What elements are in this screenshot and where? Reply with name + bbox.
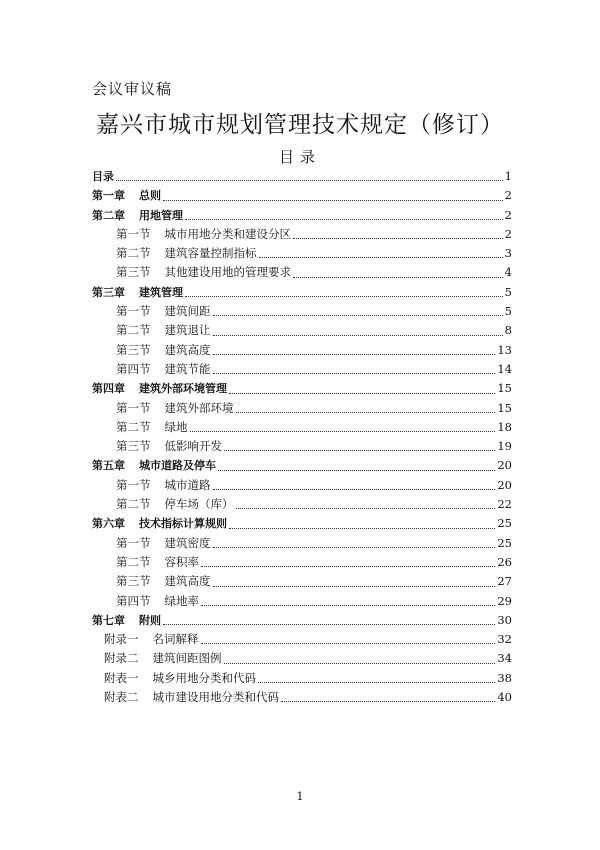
document-title: 嘉兴市城市规划管理技术规定（修订） [96,112,504,138]
toc-entry-label [104,669,256,688]
toc-entry-text: 建筑间距图例 [152,651,222,666]
toc-entry-page: 30 [497,612,512,627]
toc-entry-page: 3 [504,246,512,261]
toc-entry-number: 第二节 [116,497,151,512]
toc-entry-number: 第三节 [116,265,151,280]
draft-label: 会议审议稿 [92,80,173,98]
toc-entry-page: 1 [504,169,512,183]
toc-entry-label [92,167,114,186]
toc-leader-dots [201,604,495,606]
toc-entry-label [92,456,216,475]
toc-entry[interactable] [92,418,512,437]
toc-entry-number: 第一节 [116,304,151,319]
toc-leader-dots [201,565,495,567]
toc-entry-number: 第二节 [116,419,151,434]
toc-entry-label [92,206,183,225]
toc-entry-page: 20 [497,477,512,492]
toc-entry-number: 附录二 [104,651,139,666]
toc-leader-dots [293,237,503,239]
toc-entry-number: 目录 [92,170,114,183]
toc-leader-dots [213,334,503,336]
toc-entry-page: 5 [504,304,512,319]
toc-entry-number: 第二节 [116,246,151,261]
toc-entry[interactable] [92,688,512,707]
toc-entry-label [104,630,199,649]
toc-entry[interactable] [92,649,512,668]
toc-entry-label [116,302,211,321]
toc-entry[interactable] [92,456,512,475]
toc-entry[interactable] [92,360,512,379]
toc-entry-page: 22 [497,497,512,512]
toc-entry-number: 第二节 [116,554,151,569]
toc-entry-label [116,495,234,514]
toc-entry-number: 第四节 [116,593,151,608]
toc-entry[interactable] [92,630,512,649]
toc-entry-page: 18 [497,419,512,434]
toc-entry-number: 第三章 [92,285,125,299]
toc-entry-number: 第六章 [92,517,125,531]
toc-entry-text: 技术指标计算规则 [139,517,227,531]
toc-leader-dots [190,430,496,432]
toc-entry-page: 34 [497,651,512,666]
toc-leader-dots [218,469,495,471]
toc-entry-text: 建筑退让 [164,323,211,338]
toc-entry-text: 容积率 [164,554,199,569]
toc-entry-text: 城市道路及停车 [139,459,216,473]
toc-entry-page: 40 [497,690,512,705]
toc-entry[interactable] [92,514,512,533]
toc-entry-label [104,688,279,707]
toc-entry-label [104,649,222,668]
toc-entry-text: 建筑管理 [139,285,183,299]
toc-entry-number: 第四章 [92,382,125,396]
toc-entry-label [116,321,211,340]
toc-entry-number: 第七章 [92,613,125,627]
toc-entry-label [92,186,161,205]
page-number: 1 [296,790,304,803]
toc-entry[interactable] [92,534,512,553]
toc-heading: 目录 [278,148,321,166]
toc-entry-label [92,283,183,302]
toc-entry-number: 第四节 [116,361,151,376]
toc-entry-label [116,341,211,360]
toc-entry-text: 建筑容量控制指标 [164,246,257,261]
toc-entry-number: 第一节 [116,477,151,492]
toc-entry-label [116,592,199,611]
toc-entry-text: 其他建设用地的管理要求 [164,265,291,280]
toc-entry-text: 低影响开发 [164,439,222,454]
toc-leader-dots [293,276,503,278]
toc-leader-dots [185,295,503,297]
toc-entry-number: 附录一 [104,632,139,647]
toc-entry-text: 建筑高度 [164,574,211,589]
toc-entry-label [116,225,291,244]
toc-leader-dots [259,256,503,258]
toc-entry-number: 第五章 [92,459,125,473]
toc-entry-text: 停车场（库） [164,497,234,512]
toc-leader-dots [163,623,495,625]
toc-entry[interactable] [92,283,512,302]
toc-entry-text: 用地管理 [139,208,183,222]
toc-entry[interactable] [92,302,512,321]
toc-entry-page: 2 [504,188,512,203]
toc-entry[interactable] [92,225,512,244]
toc-leader-dots [213,372,496,374]
toc-entry-text: 绿地率 [164,593,199,608]
toc-entry-text: 绿地 [164,419,188,434]
toc-entry-text: 总则 [139,189,161,203]
toc-entry-label [116,572,211,591]
toc-entry-label [116,534,211,553]
toc-leader-dots [229,527,495,529]
toc-entry-label [116,476,211,495]
toc-entry-label [116,263,291,282]
toc-entry[interactable] [92,341,512,360]
toc-entry-label [116,553,199,572]
toc-entry-number: 第三节 [116,342,151,357]
toc-entry-page: 27 [497,574,512,589]
toc-entry-page: 2 [504,207,512,222]
toc-entry-page: 26 [497,554,512,569]
toc-entry-number: 第三节 [116,439,151,454]
toc-entry-number: 第一章 [92,189,125,203]
toc-entry-page: 20 [497,458,512,473]
toc-leader-dots [213,353,496,355]
toc-entry-page: 15 [497,381,512,396]
toc-entry-label [92,379,227,398]
toc-entry-page: 19 [497,439,512,454]
toc-leader-dots [229,392,495,394]
toc-entry[interactable] [92,572,512,591]
toc-entry[interactable] [92,399,512,418]
toc-leader-dots [236,507,496,509]
toc-entry-page: 25 [497,516,512,531]
toc-entry-number: 第一节 [116,226,151,241]
toc-entry-page: 2 [504,226,512,241]
toc-entry-text: 建筑密度 [164,535,211,550]
toc-entry-number: 第一节 [116,535,151,550]
toc-entry-page: 25 [497,535,512,550]
toc-entry-label [92,514,227,533]
toc-entry-text: 附则 [139,613,161,627]
toc-entry-page: 8 [504,323,512,338]
toc-entry-text: 建筑外部环境 [164,400,234,415]
toc-entry-number: 附表二 [104,690,139,705]
toc-leader-dots [281,700,495,702]
toc-leader-dots [201,642,496,644]
toc-entry[interactable] [92,244,512,263]
toc-entry-text: 名词解释 [152,632,199,647]
toc-leader-dots [213,546,496,548]
toc-entry[interactable] [92,186,512,205]
toc-entry-text: 建筑间距 [164,304,211,319]
toc-entry[interactable] [92,437,512,456]
toc-leader-dots [224,449,495,451]
toc-entry-label [116,360,211,379]
toc-entry[interactable] [92,167,512,186]
toc-entry[interactable] [92,611,512,630]
toc-entry-page: 32 [497,632,512,647]
toc-entry-text: 建筑外部环境管理 [139,382,227,396]
toc-entry-text: 城市建设用地分类和代码 [152,690,279,705]
toc-leader-dots [116,179,503,181]
toc-leader-dots [185,218,503,220]
table-of-contents [92,167,512,707]
toc-leader-dots [224,662,496,664]
toc-entry-number: 附表一 [104,670,139,685]
toc-entry[interactable] [92,476,512,495]
toc-entry-label [92,611,161,630]
toc-entry-text: 城乡用地分类和代码 [152,670,256,685]
toc-entry-text: 城市用地分类和建设分区 [164,226,291,241]
toc-entry-text: 建筑高度 [164,342,211,357]
toc-entry[interactable] [92,206,512,225]
toc-entry-page: 38 [497,670,512,685]
toc-entry-label [116,244,257,263]
toc-leader-dots [258,681,495,683]
toc-entry[interactable] [92,495,512,514]
toc-entry-number: 第二节 [116,323,151,338]
toc-entry-text: 城市道路 [164,477,211,492]
toc-entry-page: 13 [497,342,512,357]
toc-leader-dots [213,585,496,587]
toc-entry[interactable] [92,669,512,688]
toc-entry-page: 4 [504,265,512,280]
toc-entry[interactable] [92,321,512,340]
toc-entry[interactable] [92,553,512,572]
toc-entry[interactable] [92,263,512,282]
toc-entry-number: 第三节 [116,574,151,589]
toc-leader-dots [213,488,496,490]
toc-leader-dots [163,199,503,201]
toc-entry[interactable] [92,592,512,611]
toc-entry-number: 第二章 [92,208,125,222]
toc-entry-page: 14 [497,361,512,376]
toc-entry-label [116,399,234,418]
toc-leader-dots [213,314,503,316]
toc-entry-page: 29 [497,593,512,608]
toc-entry-page: 15 [497,400,512,415]
toc-entry-label [116,437,222,456]
toc-entry-number: 第一节 [116,400,151,415]
toc-leader-dots [236,411,496,413]
toc-entry-label [116,418,188,437]
toc-entry-page: 5 [504,284,512,299]
toc-entry-text: 建筑节能 [164,361,211,376]
toc-entry[interactable] [92,379,512,398]
